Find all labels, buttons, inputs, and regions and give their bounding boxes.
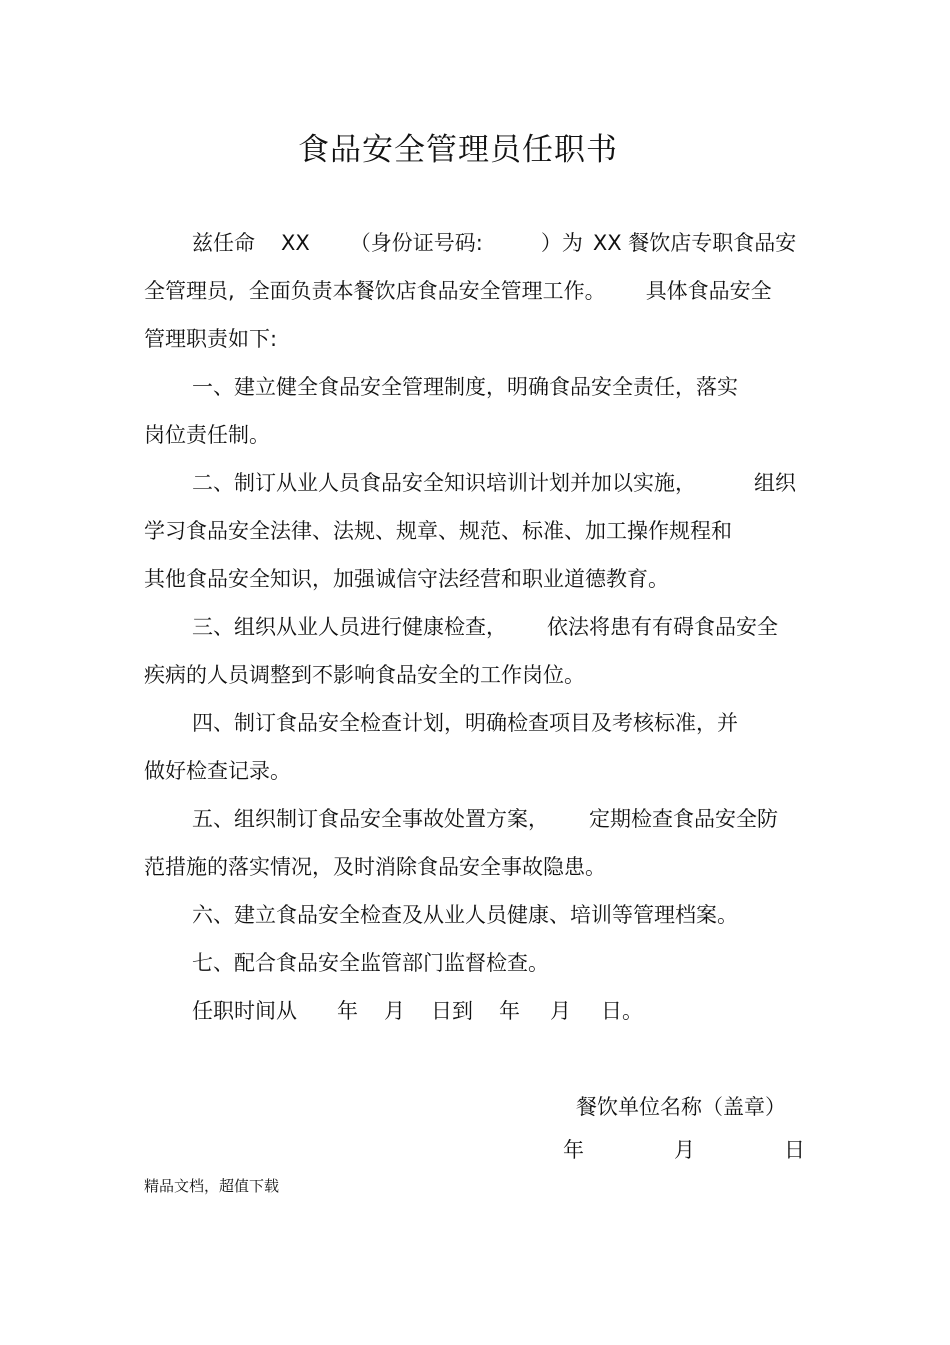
signature-unit: 餐饮单位名称（盖章） <box>576 1095 786 1119</box>
term-end-day-label: 日。 <box>601 999 643 1023</box>
duty-1-line-2: 岗位责任制。 <box>144 423 270 447</box>
intro-line-1 <box>192 228 796 258</box>
duty-3-line-2: 疾病的人员调整到不影响食品安全的工作岗位。 <box>144 663 585 687</box>
duty-2-line-2: 学习食品安全法律、法规、规章、规范、标准、加工操作规程和 <box>144 519 732 543</box>
intro-duties-lead: 具体食品安全 <box>645 279 772 303</box>
signature-year: 年 <box>563 1138 584 1162</box>
duty-5-line-2: 范措施的落实情况，及时消除食品安全事故隐患。 <box>144 855 606 879</box>
duty-2-line-1 <box>192 468 796 498</box>
term-start-year-label: 年 <box>337 999 358 1023</box>
intro-responsibility-text: 全面负责本餐饮店食品安全管理工作。 <box>248 279 606 303</box>
duty-3-text-b: 依法将患有有碍食品安全 <box>547 615 778 639</box>
signature-month: 月 <box>674 1138 695 1162</box>
appointee-name: XX <box>281 231 310 255</box>
term-end-year-label: 年 <box>499 999 520 1023</box>
duty-1-line-1: 一、建立健全食品安全管理制度，明确食品安全责任，落实 <box>192 375 738 399</box>
signature-day: 日 <box>784 1138 805 1162</box>
duty-4-line-2: 做好检查记录。 <box>144 759 291 783</box>
term-line <box>192 996 643 1026</box>
term-from-label: 任职时间从 <box>192 999 297 1023</box>
duty-5-line-1 <box>192 804 778 834</box>
restaurant-name-text: XX 餐饮店专职食品安 <box>592 231 797 255</box>
duty-7-line: 七、配合食品安全监管部门监督检查。 <box>192 951 549 975</box>
intro-role-text: 全管理员, <box>144 279 235 303</box>
duty-3-line-1 <box>192 612 778 642</box>
intro-appoint-label: 兹任命 <box>192 231 255 255</box>
term-start-day-label: 日到 <box>431 999 473 1023</box>
duty-5-text-b: 定期检查食品安全防 <box>589 807 778 831</box>
duty-2-text-a: 二、制订从业人员食品安全知识培训计划并加以实施， <box>192 471 696 495</box>
duty-2-text-b: 组织 <box>754 471 796 495</box>
duty-3-text-a: 三、组织从业人员进行健康检查， <box>192 615 507 639</box>
duty-4-line-1: 四、制订食品安全检查计划，明确检查项目及考核标准，并 <box>192 711 738 735</box>
intro-line-3: 管理职责如下: <box>144 327 278 351</box>
duty-6-line: 六、建立食品安全检查及从业人员健康、培训等管理档案。 <box>192 903 738 927</box>
footer-note: 精品文档，超值下载 <box>144 1177 280 1195</box>
duty-2-line-3: 其他食品安全知识，加强诚信守法经营和职业道德教育。 <box>144 567 669 591</box>
duty-5-text-a: 五、组织制订食品安全事故处置方案， <box>192 807 549 831</box>
term-end-month-label: 月 <box>550 999 571 1023</box>
id-number-label: （身份证号码: <box>349 231 483 255</box>
intro-as-label: ）为 <box>540 231 583 255</box>
document-title: 食品安全管理员任职书 <box>298 132 618 168</box>
term-start-month-label: 月 <box>384 999 405 1023</box>
intro-line-2 <box>144 276 772 306</box>
